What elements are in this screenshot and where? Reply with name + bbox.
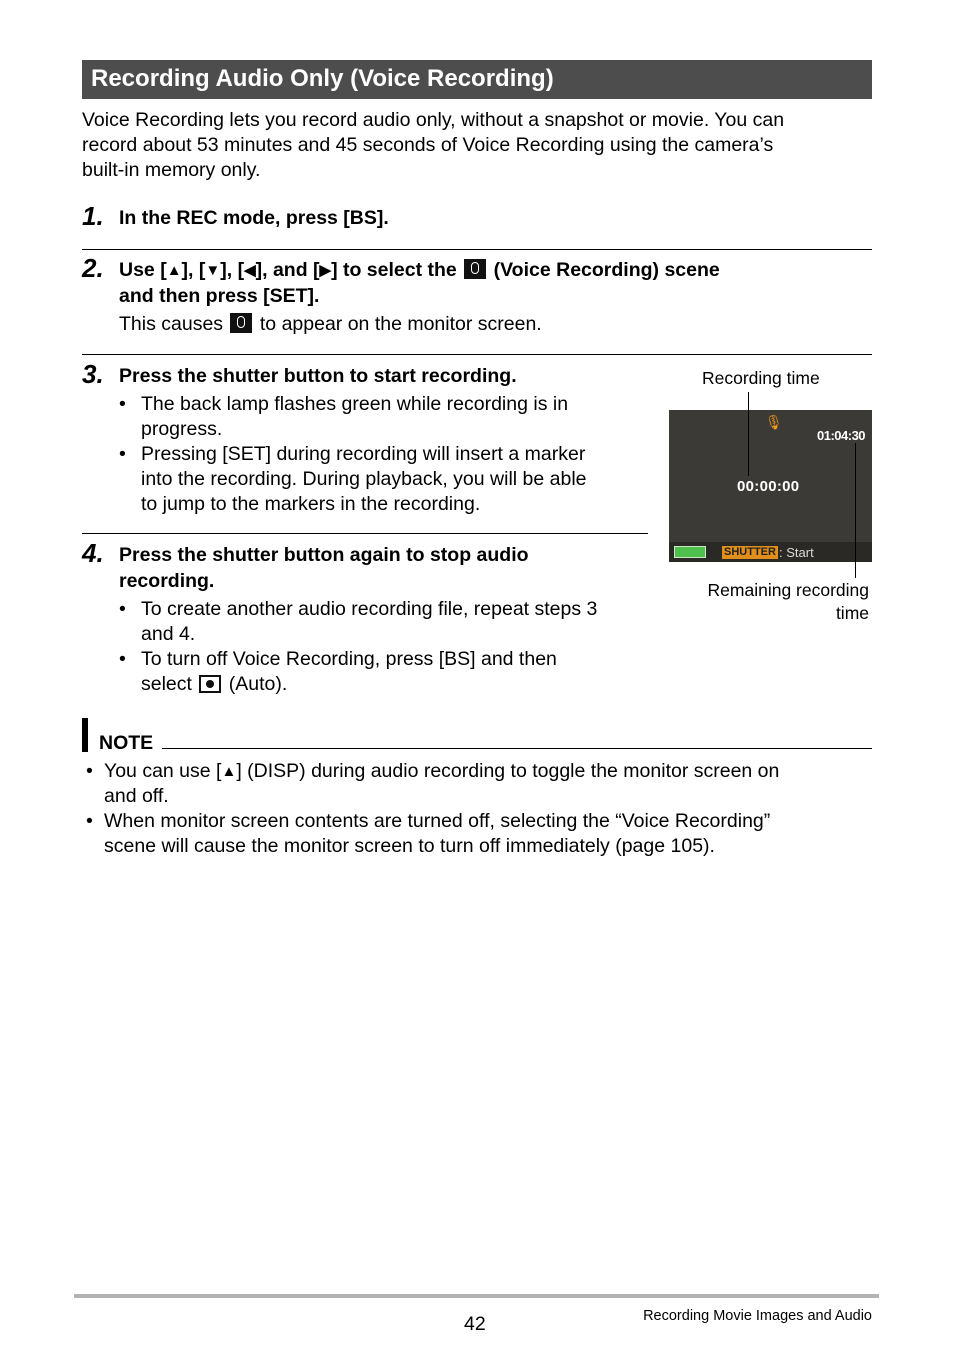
step-2-body: This causes to appear on the monitor screen. — [119, 313, 542, 335]
recording-time-readout: 00:00:00 — [737, 478, 800, 495]
right-arrow-icon: ▶ — [319, 262, 332, 279]
voice-recording-icon — [230, 313, 252, 333]
step-4-heading-cont: recording. — [119, 570, 215, 592]
camera-auto-icon — [199, 675, 221, 693]
battery-icon — [674, 546, 706, 558]
step-2-heading: Use [▲], [▼], [◀], and [▶] to select the (Voice Recording) scene — [119, 259, 720, 281]
chapter-title: Recording Movie Images and Audio — [643, 1308, 872, 1324]
step-2-heading-cont: and then press [SET]. — [119, 285, 320, 307]
voice-recording-icon — [464, 259, 486, 279]
start-label: : Start — [779, 545, 814, 560]
step-4-number: 4. — [82, 538, 104, 568]
monitor-screen — [669, 410, 872, 562]
step-1-heading: In the REC mode, press [BS]. — [119, 207, 389, 229]
callout-recording-time: Recording time — [702, 368, 820, 388]
section-title: Recording Audio Only (Voice Recording) — [91, 65, 554, 92]
footer-divider — [74, 1294, 879, 1298]
step-4-heading: Press the shutter button again to stop audio — [119, 544, 529, 566]
step-divider — [82, 249, 872, 250]
page-number: 42 — [464, 1313, 486, 1335]
step-divider — [82, 354, 872, 355]
intro-line: Voice Recording lets you record audio only, without a snapshot or movie. You can — [82, 109, 785, 131]
leader-line — [748, 392, 749, 476]
callout-remaining-time: Remaining recording time — [707, 580, 869, 623]
note-label: NOTE — [99, 732, 154, 754]
up-arrow-icon: ▲ — [166, 262, 182, 279]
down-arrow-icon: ▼ — [205, 262, 221, 279]
up-arrow-icon: ▲ — [221, 763, 237, 780]
step-2-number: 2. — [82, 253, 104, 283]
shutter-label: SHUTTER — [724, 546, 776, 558]
left-arrow-icon: ◀ — [244, 262, 256, 279]
monitor-status-bar — [669, 542, 872, 562]
step-1-number: 1. — [82, 201, 104, 231]
intro-line: record about 53 minutes and 45 seconds of Voice Recording using the camera’s — [82, 134, 774, 156]
note-divider — [162, 748, 872, 749]
leader-line — [855, 443, 856, 578]
section-title-bar — [82, 60, 872, 99]
intro-line: built-in memory only. — [82, 159, 261, 181]
microphone-icon: 🎙 — [765, 414, 783, 430]
step-3-number: 3. — [82, 359, 104, 389]
note-marker — [82, 718, 88, 752]
intro-paragraph — [82, 108, 872, 183]
step-divider — [82, 533, 648, 534]
remaining-time-readout: 01:04:30 — [817, 428, 866, 443]
step-3-heading: Press the shutter button to start recording. — [119, 365, 517, 387]
